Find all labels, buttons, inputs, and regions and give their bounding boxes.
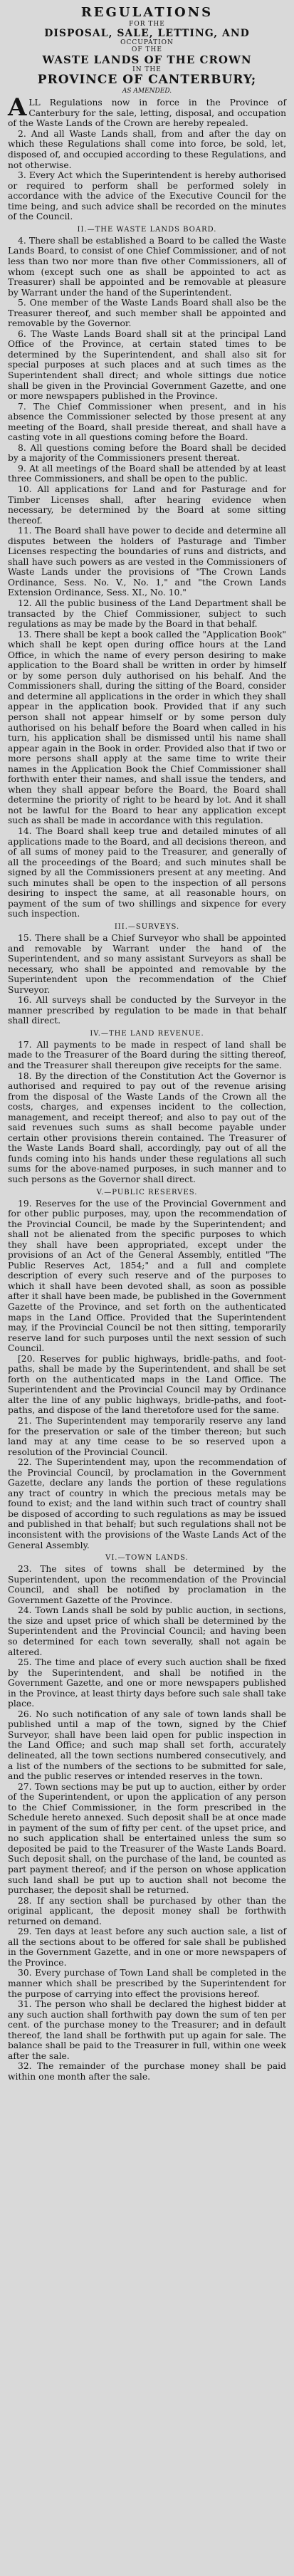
regulation-paragraph: [20. Reserves for public highways, bridle-paths, and foot-paths, shall be made by the Superintendent, and shall be set forth on the authenticated maps in the Land Office. The Superintendent and the Provincial Council may by Ordinance alter the line of any public highways, bridle-paths, and foot-paths, and dispose of the land theretofore used for the same. bbox=[8, 1353, 286, 1416]
regulation-paragraph: 2. And all Waste Lands shall, from and after the day on which these Regulations shall come into force, be sold, let, disposed of, and occupied according to these Regulations, and not otherwise. bbox=[8, 128, 286, 170]
regulation-paragraph: 26. No such notification of any sale of town lands shall be published until a map of the town, signed by the Chief Surveyor, shall have been laid open for public inspection in the Land Office; and such map shall set forth, accurately delineated, all the town sections numbered consecutively, and a list of the numbers of the sections to be submitted for sale, and the public reserves or intended reserves in the town. bbox=[8, 1709, 286, 1782]
regulation-paragraph: 5. One member of the Waste Lands Board shall also be the Treasurer thereof, and such member shall be appointed and removable by the Governor. bbox=[8, 298, 286, 329]
regulation-paragraph: 32. The remainder of the purchase money shall be paid within one month after the sale. bbox=[8, 2061, 286, 2082]
regulation-paragraph: 8. All questions coming before the Board shall be decided by a majority of the Commissioners present thereat. bbox=[8, 442, 286, 464]
header-line: IN THE bbox=[132, 66, 162, 74]
regulation-paragraph: 10. All applications for Land and for Pasturage and for Timber Licenses shall, after hearing evidence when necessary, be determined by the Board at some sitting thereof. bbox=[8, 484, 286, 526]
section-heading: III.—SURVEYS. bbox=[114, 922, 180, 931]
regulation-paragraph: 15. There shall be a Chief Surveyor who shall be appointed and removable by Warrant under the hand of the Superintendent, and so many assistant Surveyors as shall be necessary, who shall be appointed and removable by the Superintendent upon the recommendation of the Chief Surveyor. bbox=[8, 932, 286, 995]
regulation-paragraph bbox=[8, 93, 286, 129]
regulation-paragraph: 6. The Waste Lands Board shall sit at the principal Land Office of the Province, at certain stated times to be determined by the Superintendent, and shall also sit for special purposes at such places and at such times as the Superintendent shall direct; and whole sittings due notice shall be given in the Provincial Government Gazette, and one or more newspapers published in the Province. bbox=[8, 328, 286, 402]
header-line: DISPOSAL, SALE, LETTING, AND bbox=[44, 28, 250, 40]
section-heading: II.—THE WASTE LANDS BOARD. bbox=[77, 225, 217, 234]
section-heading: IV.—THE LAND REVENUE. bbox=[90, 1029, 204, 1038]
regulation-paragraph: 14. The Board shall keep true and detailed minutes of all applications made to the Board, and all decisions thereon, and of all sums of money paid to the Treasurer, and generally of all the proceedings of the Board; and such minutes shall be signed by all the Commissioners present at any meeting. And such minutes shall be open to the inspection of all persons desiring to inspect the same, at all reasonable hours, on payment of the sum of two shillings and sixpence for every such inspection. bbox=[8, 826, 286, 919]
regulation-paragraph: 11. The Board shall have power to decide and determine all disputes between the holders of Pasturage and Timber Licenses respecting the boundaries of runs and districts, and shall have such powers as are vested in the Commissioners of Waste Lands under the provisions of "The Crown Lands Ordinance, Sess. No. V., No. 1," and "the Crown Lands Extension Ordinance, Sess. XI., No. 10." bbox=[8, 526, 286, 598]
regulation-paragraph: 24. Town Lands shall be sold by public auction, in sections, the size and upset price of which shall be determined by the Superintendent and the Provincial Council; and having been so determined for each town severally, shall not again be altered. bbox=[8, 1605, 286, 1657]
page-title: REGULATIONS bbox=[80, 5, 214, 20]
header-line: PROVINCE OF CANTERBURY; bbox=[37, 73, 257, 88]
regulation-paragraph: 13. There shall be kept a book called the "Application Book" which shall be kept open during office hours at the Land Office, in which the name of every person desiring to make application to the Board shall be written in order by himself or by some person duly authorised on his behalf. And the Commissioners shall, during the sitting of the Board, consider and determine all applications in the order in which they shall appear in the application book. Provided that if any such person shall not appear himself or by some person duly authorised on his behalf before the Board when called in his turn, his application shall be dismissed until his name shall appear again in the Book in order. Provided also that if two or more persons shall apply at the same time to write their names in the Application Book the Chief Commissioner shall forthwith enter their names, and shall issue the tenders, and when they shall appear before the Board, the Board shall determine the priority of right to be heard by lot. And it shall not be lawful for the Board to hear any application except such as shall be made in accordance with this regulation. bbox=[8, 629, 286, 826]
regulation-paragraph: 25. The time and place of every such auction shall be fixed by the Superintendent, and shall be notified in the Government Gazette, and one or more newspapers published in the Province, at least thirty days before such sale shall take place. bbox=[8, 1657, 286, 1709]
regulation-paragraph: 19. Reserves for the use of the Provincial Government and for other public purposes, may, upon the recommendation of the Provincial Council, be made by the Superintendent; and shall not be alienated from the specific purposes to which they shall have been appropriated, except under the provisions of an Act of the General Assembly, entitled "The Public Reserves Act, 1854;" and a full and complete description of every such reserve and of the purposes to which it shall have been devoted shall, as soon as possible after it shall have been made, be published in the Government Gazette of the Province, and set forth on the authenticated maps in the Land Office. Provided that the Superintendent may, if the Provincial Council be not then sitting, temporarily reserve land for such purposes until the next session of such Council. bbox=[8, 1198, 286, 1354]
regulation-paragraph: 3. Every Act which the Superintendent is hereby authorised or required to perform shall be performed solely in accordance with the advice of the Executive Council for the time being, and such advice shall be recorded on the minutes of the Council. bbox=[8, 170, 286, 222]
regulation-paragraph: 9. At all meetings of the Board shall be attended by at least three Commissioners, and shall be open to the public. bbox=[8, 463, 286, 484]
header-line: OF THE bbox=[132, 46, 162, 54]
regulation-paragraph: 22. The Superintendent may, upon the recommendation of the Provincial Council, by proclamation in the Government Gazette, declare any lands the portion of these regulations any tract of country in which the precious metals may be found to exist; and the land within such tract of country shall be disposed of according to such regulations as may be issued and published in that behalf; but such regulations shall not be inconsistent with the provisions of the Waste Lands Act of the General Assembly. bbox=[8, 1457, 286, 1550]
regulation-paragraph: 23. The sites of towns shall be determined by the Superintendent, upon the recommendation of the Provincial Council, and shall be notified by proclamation in the Government Gazette of the Province. bbox=[8, 1564, 286, 1605]
regulation-paragraph: 28. If any section shall be purchased by other than the original applicant, the deposit money shall be forthwith returned on demand. bbox=[8, 1895, 286, 1926]
regulation-paragraph: 17. All payments to be made in respect of land shall be made to the Treasurer of the Board during the sitting thereof, and the Treasurer shall thereupon give receipts for the same. bbox=[8, 1039, 286, 1070]
regulation-paragraph: 29. Ten days at least before any such auction sale, a list of all the sections about to be offered for sale shall be published in the Government Gazette, and in one or more newspapers of the Province. bbox=[8, 1926, 286, 1968]
header-line: WASTE LANDS OF THE CROWN bbox=[42, 53, 252, 66]
regulation-paragraph: 21. The Superintendent may temporarily reserve any land for the preservation or sale of the timber thereon; but such land may at any time cease to be so reserved upon a resolution of the Provincial Council. bbox=[8, 1416, 286, 1457]
header-line: AS AMENDED. bbox=[122, 87, 172, 95]
drop-cap: A bbox=[8, 93, 27, 122]
regulation-paragraph: 27. Town sections may be put up to auction, either by order of the Superintendent, or upon the application of any person to the Chief Commissioner, in the form prescribed in the Schedule hereto annexed. Such deposit shall be at once made in payment of the sum of fifty per cent. of the upset price, and no such application shall be entertained unless the sum so deposited be paid to the Treasurer of the Waste Lands Board. Such deposit shall, on the purchase of the land, be counted as part payment thereof; and if the person on whose application such land shall be put up to auction shall not become the purchaser, the deposit shall be returned. bbox=[8, 1781, 286, 1896]
regulation-paragraph: 31. The person who shall be declared the highest bidder at any such auction shall forthwith pay down the sum of ten per cent. of the purchase money to the Treasurer; and in default thereof, the land shall be forthwith put up again for sale. The balance shall be paid to the Treasurer in full, within one week after the sale. bbox=[8, 1999, 286, 2061]
header-line: FOR THE bbox=[129, 20, 165, 28]
regulation-sections bbox=[8, 225, 286, 2082]
regulation-paragraph: 7. The Chief Commissioner when present, and in his absence the Commissioner selected by those present at any meeting of the Board, shall preside thereat, and shall have a casting vote in all questions coming before the Board. bbox=[8, 401, 286, 443]
paragraph-text: LL Regulations now in force in the Province of Canterbury for the sale, letting, disposal, and occupation of the Waste Lands of the Crown are hereby repealed. bbox=[8, 98, 286, 129]
regulation-paragraph: 12. All the public business of the Land Department shall be transacted by the Chief Commissioner, subject to such regulations as may be made by the Board in that behalf. bbox=[8, 598, 286, 630]
regulation-paragraph: 4. There shall be established a Board to be called the Waste Lands Board, to consist of one Chief Commissioner, and of not less than two nor more than five other Commissioners, all of whom (except such one as shall be appointed to act as Treasurer) shall be appointed and be removable at pleasure by Warrant under the hand of the Superintendent. bbox=[8, 235, 286, 298]
header-line: OCCUPATION bbox=[120, 39, 174, 47]
regulations-header bbox=[8, 6, 286, 95]
regulation-paragraph: 30. Every purchase of Town Land shall be completed in the manner which shall be prescribed by the Superintendent for the purpose of carrying into effect the provisions hereof. bbox=[8, 1968, 286, 1999]
regulation-paragraph: 16. All surveys shall be conducted by the Surveyor in the manner prescribed by regulation to be made in that behalf shall direct. bbox=[8, 995, 286, 1026]
section-heading: VI.—TOWN LANDS. bbox=[105, 1554, 189, 1563]
regulation-paragraph: 18. By the direction of the Constitution Act the Governor is authorised and required to pay out of the revenue arising from the disposal of the Waste Lands of the Crown all the costs, charges, and expenses incident to the collection, management, and receipt thereof; and also to pay out of the said revenues such sums as shall become payable under certain other provisions therein contained. The Treasurer of the Waste Lands Board shall, accordingly, pay out of all the funds coming into his hands under these regulations all such sums for the above-named purposes, in such manner and to such persons as the Governor shall direct. bbox=[8, 1070, 286, 1184]
section-heading: V.—PUBLIC RESERVES. bbox=[96, 1188, 198, 1196]
